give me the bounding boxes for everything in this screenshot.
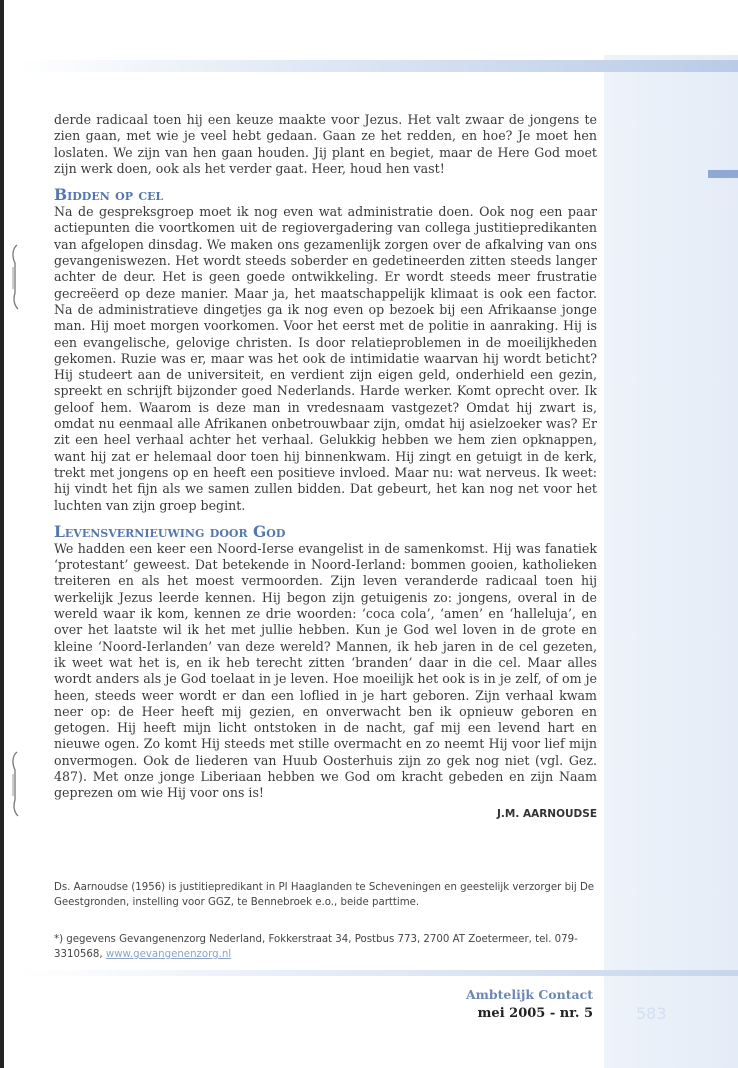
- author-note-text: Ds. Aarnoudse (1956) is justitiepredikant in PI Haaglanden te Scheveningen en geestelijk verzorger bij De Geestgronden, instelling voor GGZ, te Bennebroek e.o., beide parttime.: [54, 882, 595, 908]
- article-body: [54, 112, 597, 822]
- section-heading-levensvernieuwing: Levensvernieuwing door God: [54, 521, 286, 541]
- section-heading-bidden-op-cel: Bidden op cel: [54, 185, 164, 205]
- bottom-accent-band: [20, 970, 738, 976]
- footnote-text: *) gegevens Gevangenenzorg Nederland, Fokkerstraat 34, Postbus 773, 2700 AT Zoetermeer, tel. 079-3310568,: [54, 934, 578, 960]
- scan-edge: [0, 0, 4, 1068]
- footer-issue: mei 2005 - nr. 5: [477, 1006, 593, 1021]
- right-edge-tab: [708, 170, 738, 178]
- author-note: [54, 880, 597, 910]
- author-signature: J.M. AARNOUDSE: [496, 807, 597, 820]
- footer-journal-title: Ambtelijk Contact: [465, 987, 593, 1002]
- binder-clip-icon: [8, 243, 22, 311]
- binder-clip-icon: [8, 750, 22, 818]
- section-paragraph-bidden-op-cel: Na de gespreksgroep moet ik nog even wat administratie doen. Ook nog een paar actiepunten die voortkomen uit de regiovergadering van collega justitiepredikanten van afgelopen dinsdag. We maken ons gezamenlijk zorgen over de afkalving van ons gevangeniswezen. Het wordt steeds soberder en gedetineerden zitten steeds langer achter de deur. Het is geen goede ontwikkeling. Er wordt steeds meer frustratie gecreëerd op deze manier. Maar ja, het maatschappelijk klimaat is ook een factor. Na de administratieve dingetjes ga ik nog even op bezoek bij een Afrikaanse jonge man. Hij moet morgen voorkomen. Voor het eerst met de politie in aanraking. Hij is een evangelische, gelovige christen. Is door relatieproblemen in de moeilijkheden gekomen. Ruzie was er, maar was het ook de intimidatie waarvan hij wordt beticht? Hij studeert aan de universiteit, en verdient zijn eigen geld, onderhield een gezin, spreekt en schrijft bijzonder goed Nederlands. Harde werker. Komt oprecht over. Ik geloof hem. Waarom is deze man in vredesnaam vastgezet? Omdat hij zwart is, omdat nu eenmaal alle Afrikanen onbetrouwbaar zijn, omdat hij asielzoeker was? Er zit een heel verhaal achter het verhaal. Gelukkig hebben we hem zien opknappen, want hij zat er helemaal door toen hij binnenkwam. Hij zingt en getuigt in de kerk, trekt met jongens op en heeft een positieve invloed. Maar nu: wat nerveus. Ik weet: hij vindt het fijn als we samen zullen bidden. Dat gebeurt, het kan nog net voor het luchten van zijn groep begint.: [54, 204, 597, 513]
- section-paragraph-levensvernieuwing: We hadden een keer een Noord-Ierse evangelist in de samenkomst. Hij was fanatiek ‘protestant’ geweest. Dat betekende in Noord-Ierland: bommen gooien, katholieken treiteren en als het moest vermoorden. Zijn leven veranderde radicaal toen hij werkelijk Jezus leerde kennen. Hij begon zijn getuigenis zo: jongens, overal in de wereld waar ik kom, kennen ze drie woorden: ‘coca cola’, ‘amen’ en ‘halleluja’, en over het laatste wil ik het met jullie hebben. Kun je God wel loven in de grote en kleine ‘Noord-Ierlanden’ van deze wereld? Mannen, ik heb jaren in de cel gezeten, ik weet wat het is, en ik heb terecht zitten ‘branden’ daar in die cel. Maar alles wordt anders als je God toelaat in je leven. Hoe moeilijk het ook is in je zelf, of om je heen, steeds weer wordt er dan een loflied in je hart geboren. Zijn verhaal kwam neer op: de Heer heeft mij gezien, en onverwacht ben ik opnieuw geboren en getogen. Hij heeft mijn licht ontstoken in de nacht, gaf mij een levend hart en nieuwe ogen. Zo komt Hij steeds met stille overmacht en zo neemt Hij voor lief mijn onvermogen. Ook de liederen van Huub Oosterhuis zijn zo gek nog niet (vgl. Gez. 487). Met onze jonge Liberiaan hebben we God om kracht gebeden en zijn Naam geprezen om wie Hij voor ons is!: [54, 540, 597, 801]
- intro-paragraph: derde radicaal toen hij een keuze maakte voor Jezus. Het valt zwaar de jongens te zien gaan, met wie je veel hebt gedaan. Gaan ze het redden, en hoe? Je moet hen loslaten. We zijn van hen gaan houden. Jij plant en begiet, maar de Here God moet zijn werk doen, ook als het verder gaat. Heer, houd hen vast!: [54, 112, 597, 176]
- right-margin-column: [604, 55, 738, 1068]
- page-number: 583: [636, 1004, 667, 1023]
- footnote: [54, 932, 597, 962]
- top-accent-band: [20, 60, 738, 72]
- footnote-link[interactable]: www.gevangenenzorg.nl: [105, 949, 232, 960]
